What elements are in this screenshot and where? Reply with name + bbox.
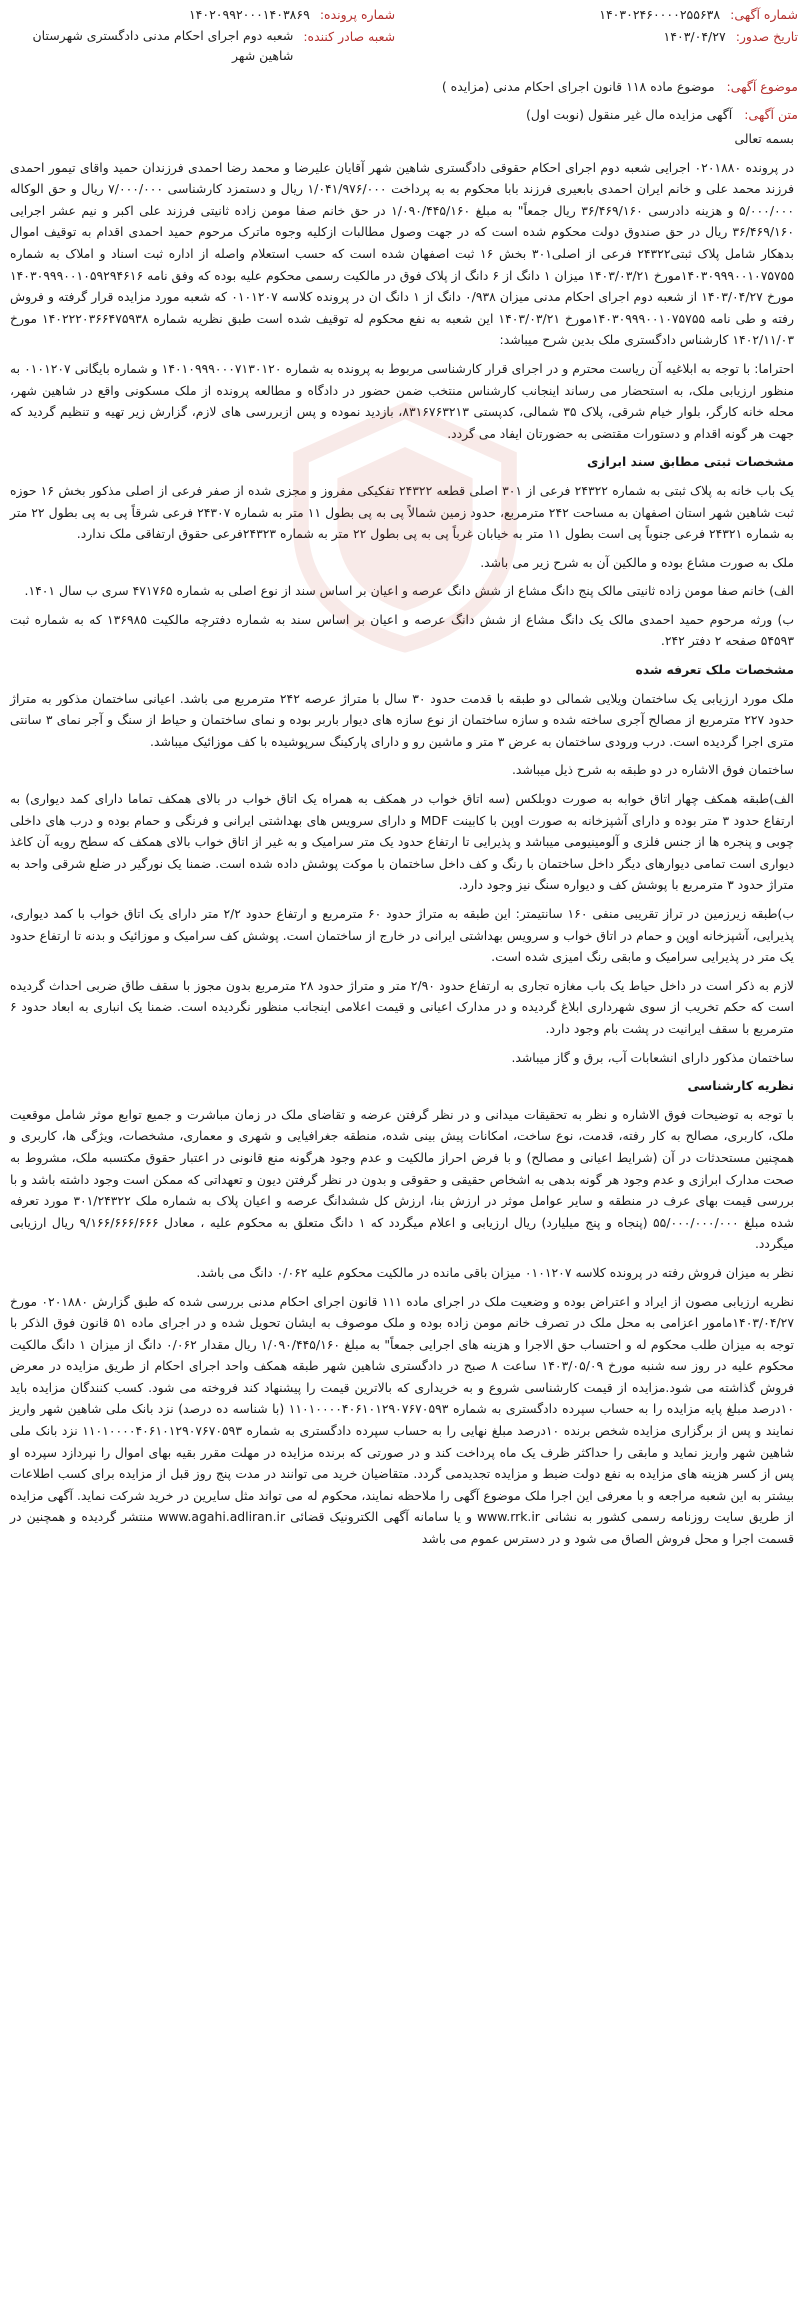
issuer-value: شعبه دوم اجرای احکام مدنی دادگستری شهرستان شاهین شهر: [32, 28, 294, 63]
bismillah: بسمه تعالی: [734, 131, 794, 146]
section-paragraph: الف) خانم صفا مومن زاده ثانیتی مالک پنج دانگ مشاع از شش دانگ عرصه و اعیان بر اساس سند از نوع اصلی به شماره ۴۷۱۷۶۵ سری ب سال ۱۴۰۱.: [24, 583, 794, 599]
body-paragraph: احتراما: با توجه به ابلاغیه آن ریاست محترم و در اجرای قرار کارشناسی مربوط به پرونده به شماره ۱۴۰۱۰۹۹۹۰۰۰۷۱۳۰۱۲۰ و شماره بایگانی ۰۱۰۱۲۰۷ به منظور ارزیابی ملک، به استحضار می رساند اینجانب کارشناس منتخب ضمن حضور در دادگاه و مطالعه پرونده از ملک مسکونی واقع در شاهین شهر، محله خانه کارگر، بلوار خیام شرقی، پلاک ۳۵ شمالی، کدپستی ۸۳۱۶۷۶۳۲۱۳، بازدید نموده و پس ازبررسی های لازم، گزارش زیر تهیه و تنظیم گردید که جهت هر گونه اقدام و دستورات مقتضی به حضورتان ایفاد می گردد.: [10, 360, 794, 441]
section-paragraph: نظر به میزان فروش رفته در پرونده کلاسه ۰۱۰۱۲۰۷ میزان باقی مانده در مالکیت محکوم علیه ۰/۰۶۲ دانگ می باشد.: [196, 1264, 794, 1280]
ad-text-value: آگهی مزایده مال غیر منقول (نوبت اول): [525, 107, 733, 122]
ad-number: [411, 4, 798, 26]
section-paragraph: ملک مورد ارزیابی یک ساختمان ویلایی شمالی دو طبقه با قدمت حدود ۳۰ سال با متراژ عرصه ۲۴۲ مترمربع می باشد. اعیانی ساختمان مذکور به متراژ حدود ۲۲۷ مترمربع از مصالح آجری ساخته شده و سازه ساختمان از نوع سازه های دیوار باربر بوده و نمای ساختمان و حیاط از سنگ و آجر نمای ۳ سانتی متری اجرا گردیده است. درب ورودی ساختمان به عرض ۳ متر و ماشین رو و دارای پارکینگ سرپوشیده با کف موزائیک میباشد.: [10, 690, 794, 749]
section-title: نظریه کارشناسی: [687, 1078, 794, 1094]
section-paragraph: ساختمان مذکور دارای انشعابات آب، برق و گاز میباشد.: [511, 1049, 794, 1065]
ad-subject-label: موضوع آگهی:: [726, 79, 798, 94]
section-paragraph: ب)طبقه زیرزمین در تراز تقریبی منفی ۱۶۰ سانتیمتر: این طبقه به متراژ حدود ۶۰ مترمربع و ارتفاع حدود ۲/۲ متر دارای یک اتاق خواب با کمد دیواری، پذیرایی، آشپزخانه اوپن و حمام در اتاق خواب و سرویس بهداشتی ایرانی در خارج از ساختمان است. پوشش کف سرامیک و موزائیک و بدنه تا ارتفاع حدود یک متر در پذیرایی سرامیک و مابقی رنگ امیزی شده است.: [10, 906, 794, 965]
case-number: [8, 4, 395, 26]
issue-date-value: ۱۴۰۳/۰۴/۲۷: [663, 29, 726, 44]
section-title: مشخصات ملک تعرفه شده: [635, 662, 794, 678]
section-paragraph: نظریه ارزیابی مصون از ایراد و اعتراض بوده و وضعیت ملک در اجرای ماده ۱۱۱ قانون اجرای احکام مدنی بررسی شده که طبق گزارش ۰۲۰۱۸۸۰ مورخ ۱۴۰۳/۰۴/۲۷مامور اعزامی به محل ملک در تصرف خانم مومن زاده بوده و ملک موصوف به ایشان تحویل شده و در اجرای ماده ۵۱ قانون فوق الذکر با توجه به میزان طلب محکوم له و احتساب حق الاجرا و هزینه های اجرایی جمعاً" به مبلغ ۱/۰۹۰/۴۴۵/۱۶۰ ریال مقدار ۰/۰۶۲ دانگ از میزان ۱ دانگ مالکیت محکوم علیه در روز سه شنبه مورخ ۱۴۰۳/۰۵/۰۹ ساعت ۸ صبح در دادگستری شاهین شهر طبقه همکف واحد اجرای احکام از طریق مزایده در معرض فروش گذاشته می شود.مزایده از قیمت کارشناسی شروع و به خریداری که بالاترین قیمت را پیشنهاد کند فروخته می شود. کسب کنندگان مزایده باید ۱۰درصد مبلغ پایه مزایده را به حساب سپرده دادگستری به شماره ۱۱۰۱۰۰۰۰۴۰۶۱۰۱۲۹۰۷۶۷۰۵۹۳ (با شناسه ده درصد) نزد بانک ملی شاهین شهر واریز نمایند و پس از برگزاری مزایده شخص برنده ۱۰درصد مبلغ نهایی را به حساب سپرده دادگستری به شماره ۱۱۰۱۰۰۰۰۴۰۶۱۰۱۲۹۰۷۶۷۰۵۹۳ نزد بانک ملی شاهین شهر واریز نماید و مابقی را حداکثر ظرف یک ماه پرداخت کند و در صورتی که برنده مزایده در مهلت مقرر بقیه بهای اموال را نپردازد سپرده او پس از کسر هزینه های مزایده به نفع دولت ضبط و مزایده تجدیدمی گردد. متقاضیان خرید می توانند در مدت پنج روز قبل از مزایده برای کسب اطلاعات بیشتر به این شعبه مراجعه و با معرفی این اجرا ملک موضوع آگهی را ملاحظه نمایند، محکوم له می تواند مثل سایرین در خرید شرکت نماید. آگهی مزایده از طریق سایت روزنامه رسمی کشور به نشانی www.rrk.ir و یا سامانه آگهی الکترونیک قضائی www.agahi.adliran.ir منتشر گردیده و همچنین در قسمت اجرا و محل فروش الصاق می شود و در دسترس عموم می باشد: [10, 1293, 795, 1547]
ad-text-label: متن آگهی:: [744, 107, 798, 122]
section-paragraph: الف)طبقه همکف چهار اتاق خوابه به صورت دوبلکس (سه اتاق خواب در همکف به همراه یک اتاق خواب در بالای همکف تماما دارای کمد دیواری) به ارتفاع حدود ۳ متر بوده و دارای آشپزخانه به صورت اوپن با کابینت MDF و دارای سرویس های بهداشتی ایرانی و فرنگی و حمام بوده و درب های داخلی چوبی و پنجره ها از جنس فلزی و آلومینیومی میباشد و پذیرایی تا ارتفاع حدود یک متر سرامیک و به غیر از اتاق خواب بالای همکف که سطح رویه آن کاغذ دیواری است تمامی دیوارهای دیگر داخل ساختمان با رنگ و کف داخل ساختمان با موکت پوشش داده شده است. ضمنا یک نورگیر در ضلع شرقی واحد به متراژ حدود ۳ مترمربع با پوشش کف و دیواره سنگ نیز وجود دارد.: [10, 791, 794, 893]
issue-date: [411, 26, 798, 48]
body-paragraph: در پرونده ۰۲۰۱۸۸۰ اجرایی شعبه دوم اجرای احکام حقوقی دادگستری شاهین شهر آقایان علیرضا و محمد رضا احمدی فرزندان حمید واقای تیمور احمدی فرزند محمد علی و خانم ایران احمدی بابعیری فرزند بابا محکوم به به پرداخت ۱/۰۴۱/۹۷۶/۰۰۰ ریال و دستمزد کارشناسی ۷/۰۰۰/۰۰۰ ریال و حق الوکاله ۵/۰۰۰/۰۰۰ و هزینه دادرسی ۳۶/۴۶۹/۱۶۰ ریال جمعاً" به مبلغ ۱/۰۹۰/۴۴۵/۱۶۰ در حق خانم صفا مومن زاده ثانیتی فرزند علی اکبر و نیم عشر اجرایی ۳۶/۴۶۹/۱۶۰ ریال در حق صندوق دولت محکوم شده است که در جهت وصول مطالبات ازکلیه وجوه ماترک مرحوم حمید احمدی اقدام به توقیف اموال بدهکار شامل پلاک ثبتی۲۴۳۲۲ فرعی از اصلی۳۰۱ بخش ۱۶ ثبت اصفهان شده است که حسب استعلام واصله از اداره ثبت اسناد و املاک به شماره ۱۴۰۳۰۹۹۹۰۰۱۰۷۵۷۵۵مورخ ۱۴۰۳/۰۳/۲۱ میزان ۱ دانگ از ۶ دانگ از پلاک فوق در مالکیت رسمی محکوم علیه بوده که وفق نامه ۱۴۰۳۰۹۹۹۰۰۱۰۵۹۲۹۴۶۱۶ مورخ ۱۴۰۳/۰۴/۲۷ از شعبه دوم اجرای احکام مدنی میزان ۰/۹۳۸ دانگ از ۱ دانگ ان در پرونده کلاسه ۰۱۰۱۲۰۷ که شعبه مورد مزایده قرار گرفته و فروش رفته و طی نامه ۱۴۰۳۰۹۹۹۰۰۱۰۷۵۷۵۵مورخ ۱۴۰۳/۰۳/۲۱ این شعبه به نفع محکوم له توقیف شده است طبق نظریه شماره ۱۴۰۲۲۲۰۳۶۶۴۷۵۹۳۸ مورخ ۱۴۰۲/۱۱/۰۳ کارشناس دادگستری ملک بدین شرح میباشد:: [10, 159, 794, 348]
case-number-label: شماره پرونده:: [319, 7, 396, 22]
section-title: مشخصات ثبتی مطابق سند ابرازی: [586, 454, 794, 470]
issuer-label: شعبه صادر کننده:: [303, 29, 396, 44]
ad-text-title: [0, 104, 806, 126]
ad-subject: [0, 76, 806, 98]
section-paragraph: با توجه به توضیحات فوق الاشاره و نظر به تحقیقات میدانی و در نظر گرفتن عرضه و تقاضای ملک در زمان مباشرت و جمیع توابع موثر شامل موقعیت ملک، کاربری، مصالح به کار رفته، قدمت، نوع ساخت، امکانات پیش بینی شده، منطقه جغرافیایی و شهری و معماری، مشخصات، ویژگی ها، کاربری و همچنین مستحدثات در آن (شرایط اعیانی و مصالح) و با فرض احراز مالکیت و عدم وجود هرگونه منع قانونی در اعتبار حقوق مکتسبه ملک، مشروط به صحت مدارک ابرازی و عدم وجود هر گونه بدهی به اشخاص حقیقی و حقوقی و بدون در نظر گرفتن دیون و تعهداتی که ممکن است وجود داشته باشد و با بررسی قیمت بهای عرف در منطقه و سایر عوامل موثر در ارزش بنا، ارزش کل ششدانگ عرصه و اعیان پلاک به شماره ملک ۳۰۱/۲۴۳۲۲ مورد تعرفه شده مبلغ ۵۵/۰۰۰/۰۰۰/۰۰۰ (پنجاه و پنج میلیارد) ریال ارزیابی و اعلام میگردد که ۱ دانگ متعلق به محکوم علیه ، معادل ۹/۱۶۶/۶۶۶/۶۶۶ ریال ارزیابی میگردد.: [10, 1106, 795, 1252]
ad-subject-value: موضوع ماده ۱۱۸ قانون اجرای احکام مدنی (مزایده ): [441, 79, 715, 94]
section-paragraph: لازم به ذکر است در داخل حیاط یک باب مغازه تجاری به ارتفاع حدود ۲/۹۰ متر و متراژ حدود ۲۸ مترمربع بدون مجوز با سقف طاق ضربی احداث گردیده است که حکم تخریب از سوی شهرداری ابلاغ گردیده و در مدارک اعیانی و قیمت اعلامی اینجانب منظور نگردیده است. ضمنا یک انباری به ابعاد حدود ۶ مترمربع با سقف ایرانیت در پشت بام وجود دارد.: [10, 977, 794, 1036]
ad-body: [0, 126, 806, 1550]
section-paragraph: ب) ورثه مرحوم حمید احمدی مالک یک دانگ مشاع از شش دانگ عرصه و اعیان بر اساس سند به شماره دفترچه مالکیت ۱۳۶۹۸۵ که به شماره ثبت ۵۴۵۹۳ صفحه ۲ دفتر ۲۴۲.: [10, 611, 794, 649]
ad-number-label: شماره آگهی:: [730, 7, 798, 22]
issuer: [8, 26, 395, 66]
ad-number-value: ۱۴۰۳۰۲۴۶۰۰۰۰۲۵۵۶۳۸: [599, 7, 721, 22]
issue-date-label: تاریخ صدور:: [735, 29, 798, 44]
case-number-value: ۱۴۰۲۰۹۹۲۰۰۰۱۴۰۳۸۶۹: [188, 7, 310, 22]
ad-header: [0, 0, 806, 66]
section-paragraph: ملک به صورت مشاع بوده و مالکین آن به شرح زیر می باشد.: [480, 554, 794, 570]
section-paragraph: یک باب خانه به پلاک ثبتی به شماره ۲۴۳۲۲ فرعی از ۳۰۱ اصلی قطعه ۲۴۳۲۲ تفکیکی مفروز و مجزی شده از صفر فرعی از اصلی مذکور بخش ۱۶ حوزه ثبت شاهین شهر استان اصفهان به مساحت ۲۴۲ مترمربع، حدود زمین شمالاً پی به پی بطول ۱۱ متر به شماره ۲۴۳۰۷ فرعی شرقاً پی به پی بطول ۲۲ متر به شماره ۲۴۳۲۱ فرعی جنوباً پی است بطول ۱۱ متر به خیابان غرباً پی به پی بطول ۲۲ متر به شماره ۲۴۳۲۳فرعی حقوق ارتفاقی ملک ندارد.: [10, 482, 794, 542]
section-paragraph: ساختمان فوق الاشاره در دو طبقه به شرح ذیل میباشد.: [511, 762, 794, 778]
